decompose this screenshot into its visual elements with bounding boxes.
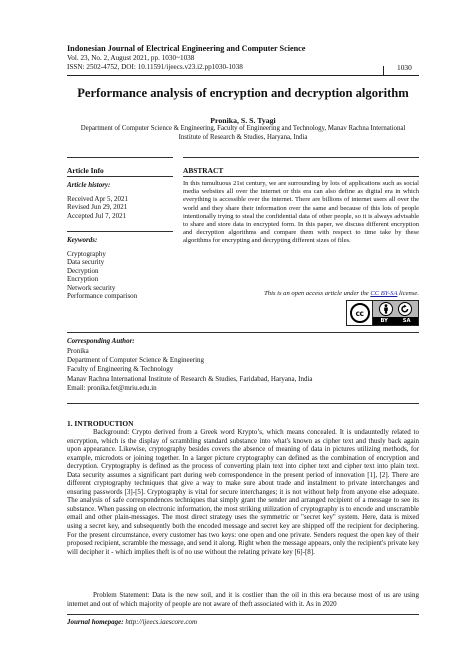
cc-sa-label: SA — [402, 318, 411, 324]
corresponding-rule — [67, 332, 419, 333]
journal-name: Indonesian Journal of Electrical Engineering and Computer Science — [67, 44, 306, 53]
keyword: Encryption — [67, 275, 99, 284]
affiliation-line-1: Department of Computer Science & Engineering, Faculty of Engineering and Technology, Manav Rachna International — [80, 125, 406, 132]
article-info-top-rule — [67, 157, 173, 158]
abstract-text: In this tumultuous 21st century, we are surrounding by lots of applications such as social media websites all over the internet or this era can also define as digital era in which everything is accessible over the internet. There are billions of internet users all over the world and they share their information over the same and because of this lots of people intentionally trying to steal the confidential data of other people, so it is always advisable to share and store data in encrypted form. In this paper, we discuss different encryption and decryption algorithms and compare them with respect to time take by these algorithms for encrypting and decrypting different sizes of files. — [183, 180, 419, 245]
corresponding-bottom-rule — [67, 403, 419, 404]
article-info-rule — [67, 176, 173, 177]
history-accepted: Accepted Jul 7, 2021 — [67, 211, 127, 220]
cc-labels — [373, 317, 418, 325]
page-number: 1030 — [397, 63, 412, 72]
abstract-heading: ABSTRACT — [183, 166, 224, 175]
abstract-top-rule — [183, 157, 419, 158]
article-history — [67, 195, 128, 220]
introduction-paragraph-2: Problem Statement: Data is the new soil, and it is costlier than the oil in this era because most of us are using internet and out of which majority of people are not aware of theft associated with it. As in 2020 — [67, 591, 419, 608]
affiliation — [67, 125, 419, 142]
cc-icon: cc — [350, 303, 370, 323]
open-access-prefix: This is an open access article under the — [264, 290, 371, 297]
paper-title: Performance analysis of encryption and decryption algorithm — [77, 86, 409, 100]
license-link[interactable]: CC BY-SA — [370, 290, 398, 297]
abstract-rule — [183, 176, 419, 177]
cc-by-sa-badge[interactable] — [346, 300, 419, 326]
keyword: Data security — [67, 258, 105, 267]
attribution-icon — [379, 302, 393, 316]
history-received: Received Apr 5, 2021 — [67, 195, 129, 203]
corresponding-faculty: Faculty of Engineering & Technology — [67, 365, 174, 374]
corresponding-name: Pronika — [67, 347, 89, 355]
keyword: Performance comparison — [67, 292, 138, 301]
authors: Pronika, S. S. Tyagi — [210, 116, 276, 125]
corresponding-heading: Corresponding Author: — [67, 337, 135, 345]
corresponding-email: Email: pronika.fet@mriu.edu.in — [67, 383, 157, 392]
history-revised: Revised Jun 29, 2021 — [67, 203, 128, 212]
article-history-heading: Article history: — [67, 181, 111, 189]
keyword: Cryptography — [67, 250, 106, 258]
homepage-label: Journal homepage — [67, 618, 122, 626]
cc-logo — [347, 301, 373, 325]
keywords-list — [67, 250, 137, 300]
homepage-colon: : — [121, 618, 124, 626]
keywords-rule — [67, 231, 173, 232]
corresponding-institute: Manav Rachna International Institute of Research & Studies, Faridabad, Haryana, India — [67, 374, 313, 383]
open-access-suffix: license. — [397, 290, 419, 297]
cc-by-label: BY — [380, 318, 388, 324]
introduction-paragraph-1: Background: Crypto derived from a Greek word Krypto’s, which means concealed. It is undauntedly related to encryption, which is the display of scrambling standard substance into what's known as cipher text and thusly back again upon appearance. Likewise, cryptography besides covers the absence of meaning of data in pictures utilizing methods, for example, microdots or joining together. In a larger picture cryptography can defined as the combination of encryption and decryption. Cryptography is defined as the process of converting plain text into cipher text and cipher text into plain text. Data security assumes a significant part during web correspondence in the present period of innovation [1], [2]. There are different cryptography techniques that give a way to make sure about trade and instalment to private interchanges and ensuring passwords [3]-[5]. Cryptography is vital for secure interchanges; it is not without help from anyone else adequate. The analysis of safe correspondences techniques that simply grant the sender and arranged recipient of a message to see its substance. When passing on electronic information, the most striking utilization of cryptography is to encode and unscramble email and other plain-messages. The most direct strategy uses the symmetric or "secret key" system. Here, data is mixed using a secret key, and subsequently both the encoded message and secret key are shipped off the recipient for deciphering. For the present circumstance, every customer has two keys: one open and one private. Senders request the open key of their proposed recipient, scramble the message, and send it along. Right when the message appears, only the recipient's private key will decipher it - which implies theft is of no use without the relating private key [6]-[8]. — [67, 428, 419, 556]
homepage-url[interactable]: http://ijeecs.iaescore.com — [125, 618, 198, 626]
introduction-heading: 1. INTRODUCTION — [67, 419, 134, 428]
keyword: Network security — [67, 283, 116, 292]
keyword: Decryption — [67, 266, 99, 275]
open-access-notice — [183, 290, 419, 298]
footer-rule — [67, 614, 419, 615]
volume-info: Vol. 23, No. 2, August 2021, pp. 1030~1038 — [67, 54, 195, 62]
cc-condition-icons — [373, 301, 418, 317]
header-rule — [67, 75, 419, 76]
cc-conditions — [373, 301, 418, 325]
affiliation-line-2: Institute of Research & Studies, Haryana, India — [178, 133, 308, 141]
issn-doi: ISSN: 2502-4752, DOI: 10.11591/ijeecs.v23.i2.pp1030-1038 — [67, 63, 243, 71]
journal-homepage — [67, 618, 197, 627]
corresponding-details — [67, 347, 419, 393]
article-info-heading: Article Info — [67, 166, 104, 175]
keywords-heading: Keywords: — [67, 236, 98, 244]
share-alike-icon — [398, 302, 412, 316]
corresponding-department: Department of Computer Science & Engineering — [67, 356, 205, 365]
